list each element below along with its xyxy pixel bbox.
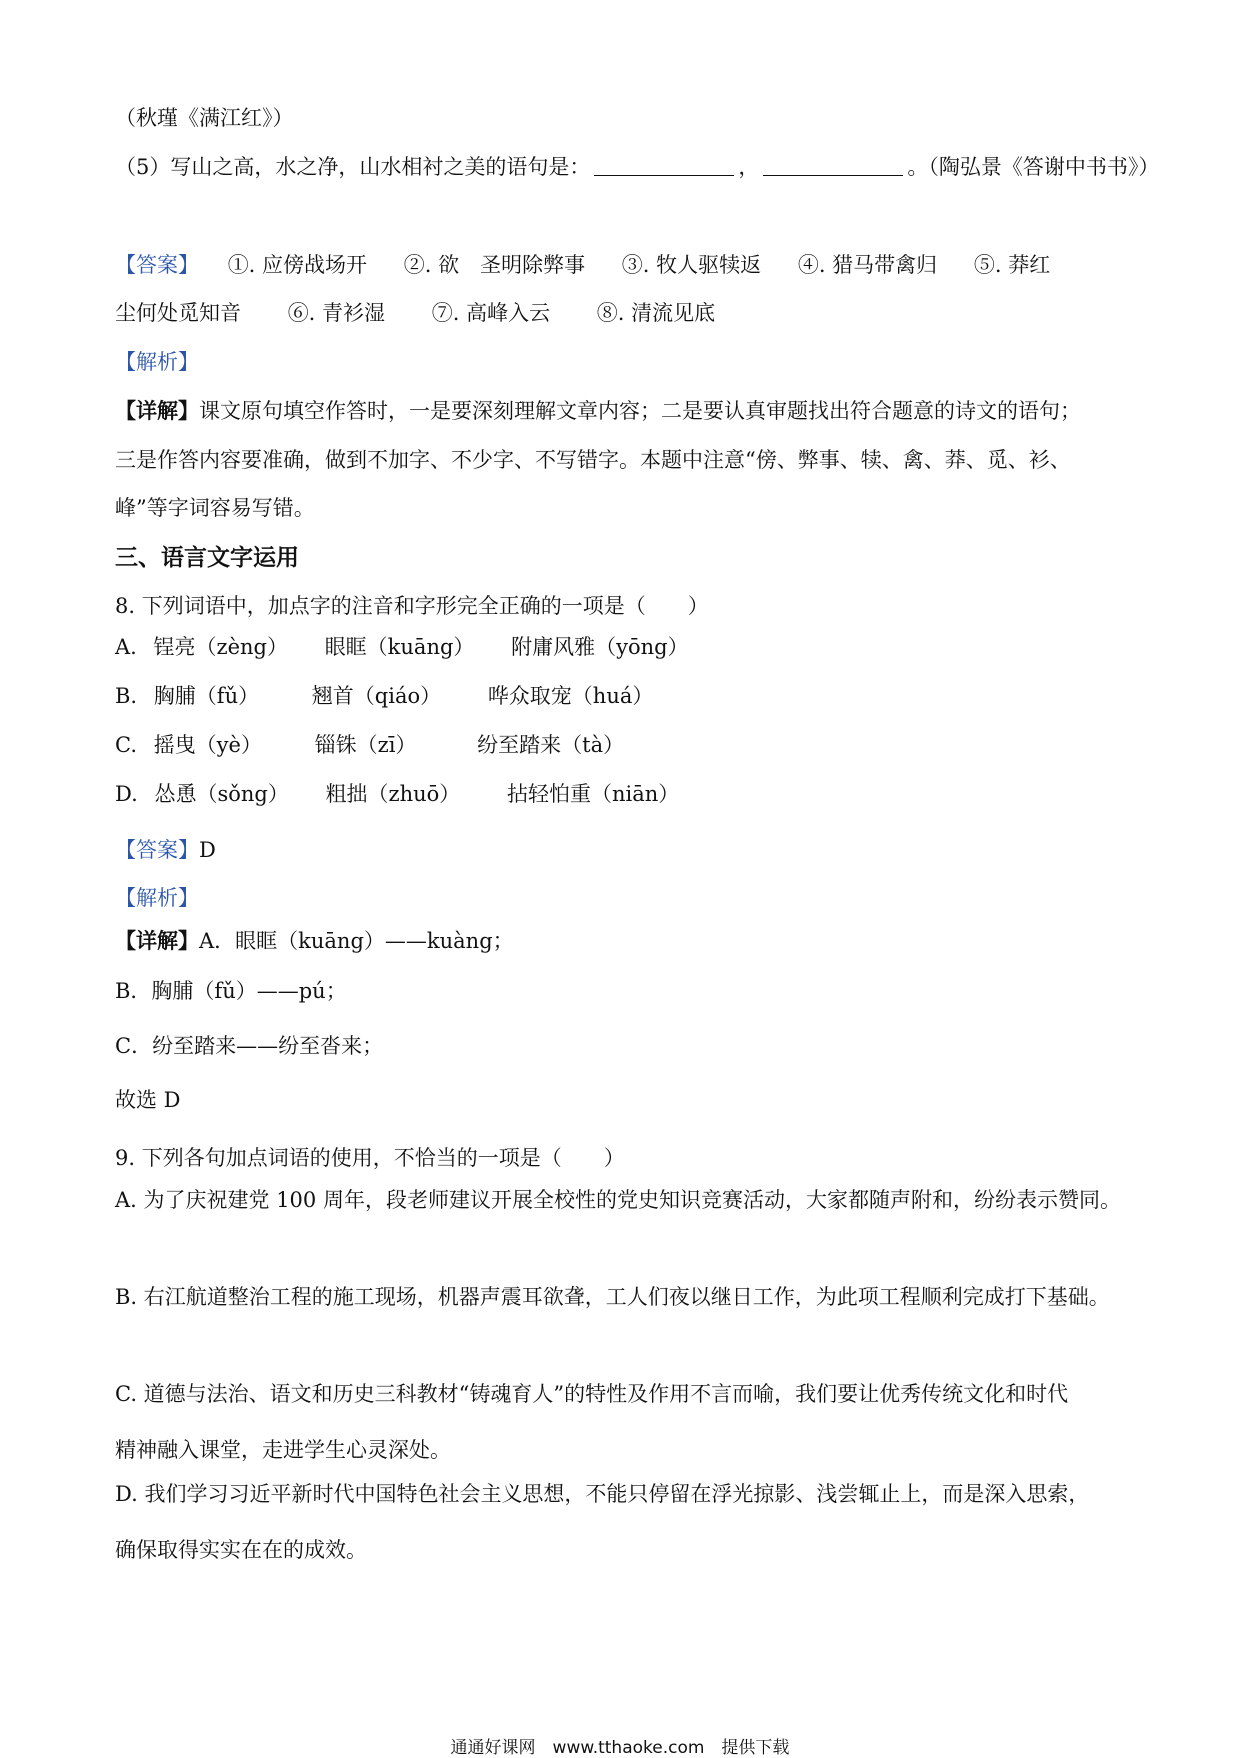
question-9-stem: 9. 下列各句加点词语的使用，不恰当的一项是（ ） — [115, 1146, 625, 1170]
question-8-stem: 8. 下列词语中，加点字的注音和字形完全正确的一项是（ ） — [115, 594, 709, 618]
detail-line-1 — [115, 400, 1081, 422]
question-8-answer — [115, 840, 216, 861]
question-9-option-a: A. 为了庆祝建党 100 周年，段老师建议开展全校性的党史知识竞赛活动，大家都随声附和，纷纷表示赞同。 — [115, 1188, 1121, 1212]
question-8-option-b — [115, 686, 653, 707]
answer-line-2 — [115, 303, 715, 324]
question-8-detail-4: 故选 D — [115, 1088, 181, 1112]
option-word: 锱铢（zī） — [314, 733, 417, 757]
question-8-detail-2: B．胸脯（fǔ）——pú； — [115, 979, 347, 1003]
section-heading: 三、语言文字运用 — [115, 544, 299, 571]
option-word: 粗拙（zhuō） — [325, 782, 461, 806]
answer-item: ②. 欲 圣明除弊事 — [403, 253, 586, 277]
question-9-option-b: B. 右江航道整治工程的施工现场，机器声震耳欲聋，工人们夜以继日工作，为此项工程顺利完成打下基础。 — [115, 1285, 1110, 1309]
answer-item: ④. 猎马带禽归 — [797, 253, 938, 277]
detail-text: 课文原句填空作答时，一是要深刻理解文章内容；二是要认真审题找出符合题意的诗文的语句； — [199, 399, 1081, 423]
option-word: 哗众取宠（huá） — [487, 684, 654, 708]
answer-item: ⑧. 清流见底 — [596, 301, 716, 325]
answer-label: 【答案】 — [115, 838, 199, 862]
option-letter: A. — [115, 635, 137, 659]
analysis-label: 【解析】 — [115, 886, 199, 910]
question-9-option-d-cont: 确保取得实实在在的成效。 — [115, 1538, 367, 1562]
question-9-option-c: C. 道德与法治、语文和历史三科教材“铸魂育人”的特性及作用不言而喻，我们要让优秀传统文化和时代 — [115, 1382, 1069, 1406]
option-letter: B. — [115, 684, 138, 708]
option-word: 附庸风雅（yōng） — [511, 635, 689, 659]
page-footer: 通通好课网 www.tthaoke.com 提供下载 — [450, 1738, 790, 1758]
analysis-label: 【解析】 — [115, 350, 199, 374]
detail-line-3: 峰”等字词容易写错。 — [115, 496, 315, 520]
question-8-option-c — [115, 735, 624, 756]
option-word: 怂恿（sǒng） — [154, 782, 289, 806]
detail-line-2: 三是作答内容要准确，做到不加字、不少字、不写错字。本题中注意“傍、弊事、犊、禽、莽、觅、衫、 — [115, 448, 1071, 472]
question-9-option-c-cont: 精神融入课堂，走进学生心灵深处。 — [115, 1438, 451, 1462]
detail-label: 【详解】 — [115, 928, 199, 953]
question-5-line — [115, 157, 1159, 178]
answer-value: D — [199, 838, 216, 862]
option-word: 纷至踏来（tà） — [477, 733, 625, 757]
answer-item: ⑥. 青衫湿 — [287, 301, 386, 325]
option-word: 锃亮（zèng） — [153, 635, 288, 659]
question-8-option-a — [115, 637, 689, 658]
answer-item: ①. 应傍战场开 — [227, 253, 368, 277]
answer-item: ③. 牧人驱犊返 — [621, 253, 762, 277]
question-5-text: （5）写山之高，水之净，山水相衬之美的语句是： — [115, 155, 591, 179]
option-word: 拈轻怕重（niān） — [506, 782, 680, 806]
option-word: 眼眶（kuāng） — [324, 635, 475, 659]
option-letter: C. — [115, 733, 137, 757]
answer-blank-1 — [594, 157, 734, 176]
detail-label: 【详解】 — [115, 398, 199, 423]
question-8-detail-3: C．纷至踏来——纷至沓来； — [115, 1034, 384, 1058]
comma: ， — [738, 155, 760, 179]
answer-item: 尘何处觅知音 — [115, 301, 241, 325]
answer-item: ⑤. 莽红 — [973, 253, 1051, 277]
answer-line-1 — [115, 255, 1050, 276]
source-line: （秋瑾《满江红》） — [115, 106, 294, 130]
answer-item: ⑦. 高峰入云 — [431, 301, 551, 325]
option-word: 摇曳（yè） — [153, 733, 262, 757]
question-9-option-d: D. 我们学习习近平新时代中国特色社会主义思想，不能只停留在浮光掠影、浅尝辄止上，而是深入思索， — [115, 1482, 1090, 1506]
question-5-source: 。（陶弘景《答谢中书书》） — [907, 155, 1160, 179]
option-letter: D. — [115, 782, 138, 806]
option-word: 胸脯（fǔ） — [153, 684, 260, 708]
answer-blank-2 — [763, 157, 903, 176]
question-8-option-d — [115, 784, 679, 805]
option-word: 翘首（qiáo） — [311, 684, 442, 708]
detail-text: A．眼眶（kuāng）——kuàng； — [199, 929, 514, 953]
answer-label: 【答案】 — [115, 253, 199, 277]
question-8-detail-1 — [115, 930, 514, 952]
